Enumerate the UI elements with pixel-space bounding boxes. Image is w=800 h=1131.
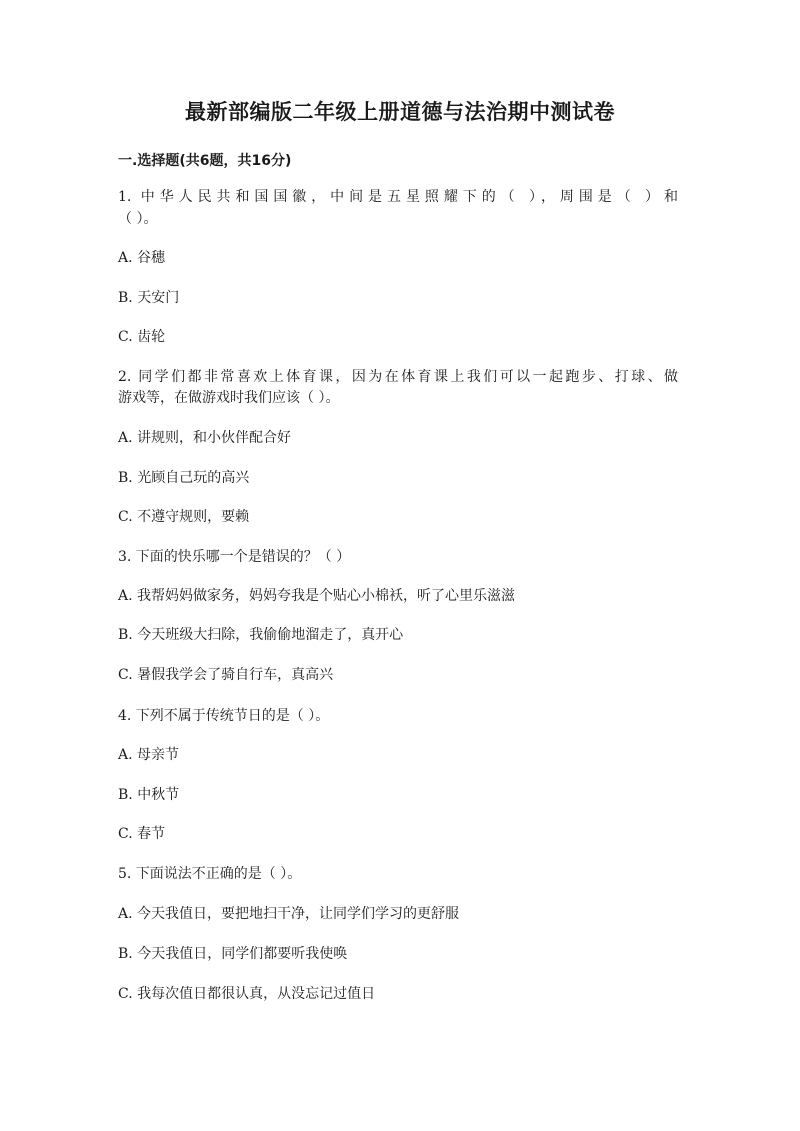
question-4-option-c: C. 春节 xyxy=(118,826,166,842)
question-5-option-c: C. 我每次值日都很认真，从没忘记过值日 xyxy=(118,986,376,1002)
question-5-option-a: A. 今天我值日，要把地扫干净，让同学们学习的更舒服 xyxy=(118,906,460,922)
question-2-option-c: C. 不遵守规则，要赖 xyxy=(118,509,250,525)
question-2-option-a: A. 讲规则，和小伙伴配合好 xyxy=(118,430,292,446)
question-2-stem-line-1: 2. 同学们都非常喜欢上体育课，因为在体育课上我们可以一起跑步、打球、做 xyxy=(118,369,678,385)
question-3-option-c: C. 暑假我学会了骑自行车，真高兴 xyxy=(118,667,334,683)
question-5-stem: 5. 下面说法不正确的是（ ）。 xyxy=(118,866,302,882)
question-1-option-b: B. 天安门 xyxy=(118,290,180,306)
question-1-stem-line-1: 1. 中华人民共和国国徽，中间是五星照耀下的（ ），周围是（ ）和 xyxy=(118,189,678,205)
question-1-option-a: A. 谷穗 xyxy=(118,250,166,266)
question-5-option-b: B. 今天我值日，同学们都要听我使唤 xyxy=(118,946,348,962)
question-4-option-a: A. 母亲节 xyxy=(118,747,180,763)
question-2-option-b: B. 光顾自己玩的高兴 xyxy=(118,470,250,486)
question-1-stem-line-2: （ ）。 xyxy=(118,211,158,227)
question-4-stem: 4. 下列不属于传统节日的是（ ）。 xyxy=(118,708,330,724)
question-1-option-c: C. 齿轮 xyxy=(118,329,166,345)
document-title: 最新部编版二年级上册道德与法治期中测试卷 xyxy=(185,100,615,124)
question-3-option-a: A. 我帮妈妈做家务，妈妈夸我是个贴心小棉袄，听了心里乐滋滋 xyxy=(118,588,516,604)
question-3-stem: 3. 下面的快乐哪一个是错误的？（ ） xyxy=(118,549,351,565)
question-4-option-b: B. 中秋节 xyxy=(118,787,180,803)
question-2-stem-line-2: 游戏等，在做游戏时我们应该（ ）。 xyxy=(118,390,340,406)
question-3-option-b: B. 今天班级大扫除，我偷偷地溜走了，真开心 xyxy=(118,627,404,643)
section-heading: 一.选择题(共6题，共16分) xyxy=(118,153,292,169)
